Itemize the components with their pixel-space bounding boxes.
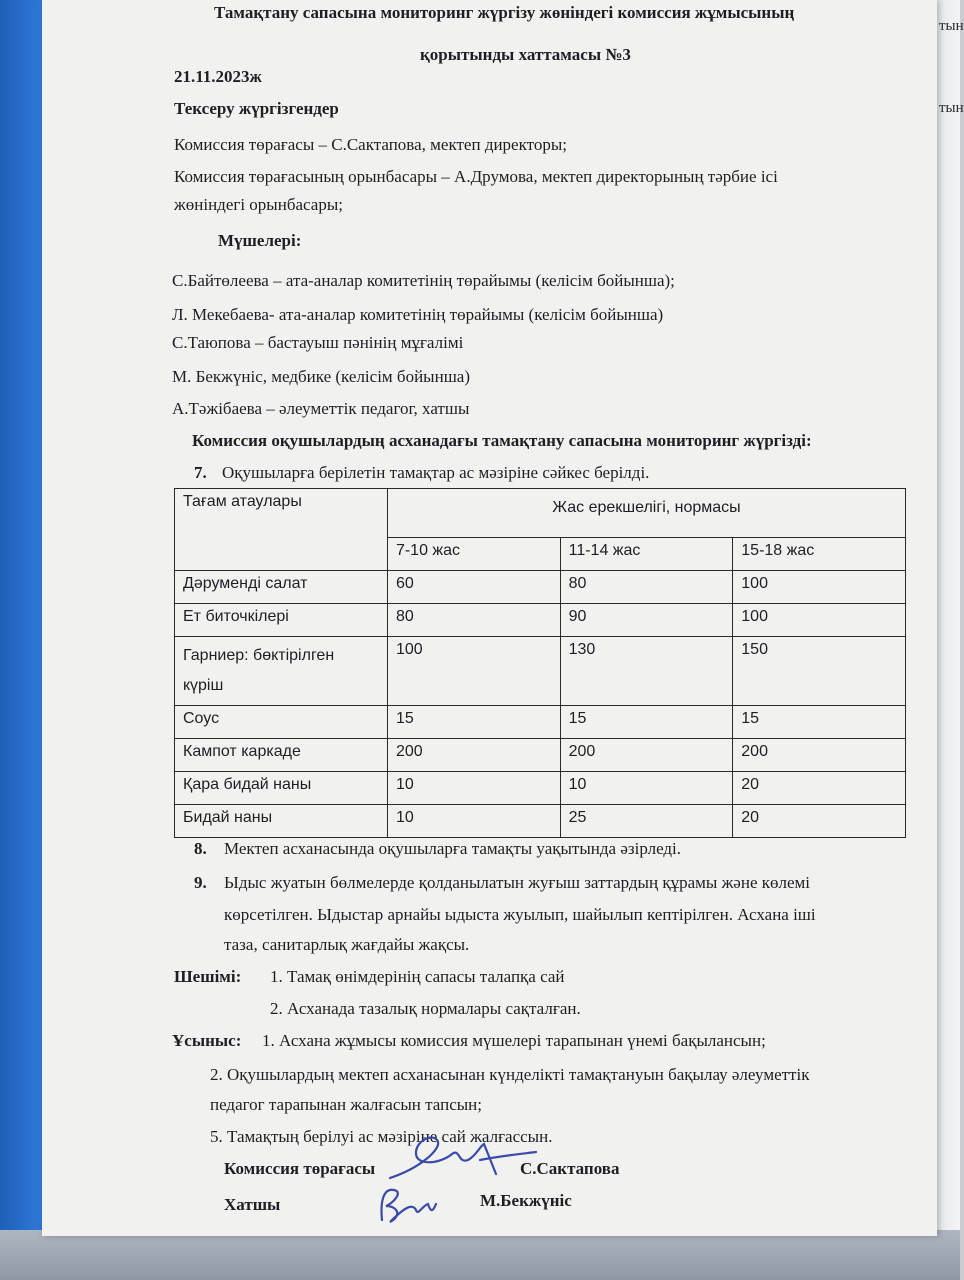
decision-item: 2. Асханада тазалық нормалары сақталған. bbox=[270, 999, 581, 1018]
norm-value: 20 bbox=[733, 772, 906, 805]
chair-line: Комиссия төрағасы – С.Сактапова, мектеп директоры; bbox=[174, 135, 567, 154]
norm-value: 10 bbox=[387, 805, 560, 838]
header-age-norms: Жас ерекшелігі, нормасы bbox=[387, 489, 905, 538]
norm-value: 80 bbox=[387, 604, 560, 637]
proposal-label: Ұсыныс: bbox=[172, 1031, 242, 1050]
norm-value: 100 bbox=[387, 637, 560, 706]
deputy-line-1: Комиссия төрағасының орынбасары – А.Друмова, мектеп директорының тәрбие ісі bbox=[174, 167, 778, 186]
proposal-item: педагог тарапынан жалғасын тапсын; bbox=[210, 1095, 482, 1114]
dish-name-line: күріш bbox=[183, 677, 224, 694]
table-surface bbox=[0, 1230, 960, 1280]
age-group-cell: 7-10 жас bbox=[387, 538, 560, 571]
next-page-fragment: тын bbox=[939, 100, 964, 116]
table-row bbox=[175, 706, 906, 739]
blue-folder-edge bbox=[0, 0, 42, 1280]
dish-name: Кампот каркаде bbox=[175, 739, 388, 772]
menu-norms-table bbox=[174, 488, 906, 838]
age-group-cell: 11-14 жас bbox=[560, 538, 733, 571]
norm-value: 200 bbox=[387, 739, 560, 772]
item-9-line-3: таза, санитарлық жағдайы жақсы. bbox=[224, 935, 470, 954]
item-9-number: 9. bbox=[194, 873, 207, 892]
table-row bbox=[175, 637, 906, 706]
member-line: М. Бекжүніс, медбике (келісім бойынша) bbox=[172, 367, 470, 386]
norm-value: 100 bbox=[733, 571, 906, 604]
dish-name: Қара бидай наны bbox=[175, 772, 388, 805]
norm-value: 200 bbox=[733, 739, 906, 772]
proposal-item: 2. Оқушылардың мектеп асханасынан күнделікті тамақтануын бақылау әлеуметтік bbox=[210, 1065, 810, 1084]
secretary-handwritten-signature bbox=[372, 1180, 442, 1230]
item-9-line-2: көрсетілген. Ыдыстар арнайы ыдыста жуылып, шайылып кептірілген. Асхана іші bbox=[224, 905, 816, 924]
monitoring-heading: Комиссия оқушылардың асханадағы тамақтану сапасына мониторинг жүргізді: bbox=[192, 431, 812, 450]
deputy-line-2: жөніндегі орынбасары; bbox=[174, 195, 343, 214]
member-line: Л. Мекебаева- ата-аналар комитетінің төрайымы (келісім бойынша) bbox=[172, 305, 664, 324]
protocol-date: 21.11.2023ж bbox=[174, 67, 262, 86]
dish-name: Ет биточкілері bbox=[175, 604, 388, 637]
norm-value: 20 bbox=[733, 805, 906, 838]
title-line-2: қорытынды хаттамасы №3 bbox=[420, 45, 631, 64]
norm-value: 150 bbox=[733, 637, 906, 706]
dish-name: Бидай наны bbox=[175, 805, 388, 838]
decision-label: Шешімі: bbox=[174, 967, 242, 986]
table-header-row bbox=[175, 489, 906, 538]
item-7-text: Оқушыларға берілетін тамақтар ас мәзіріне сәйкес берілді. bbox=[222, 463, 650, 482]
member-line: А.Тәжібаева – әлеуметтік педагог, хатшы bbox=[172, 399, 470, 418]
norm-value: 10 bbox=[560, 772, 733, 805]
table-row bbox=[175, 772, 906, 805]
proposal-item: 1. Асхана жұмысы комиссия мүшелері тарапынан үнемі бақылансын; bbox=[262, 1031, 766, 1050]
norm-value: 80 bbox=[560, 571, 733, 604]
inspectors-heading: Тексеру жүргізгендер bbox=[174, 99, 339, 118]
item-8-number: 8. bbox=[194, 839, 207, 858]
norm-value: 60 bbox=[387, 571, 560, 604]
member-line: С.Таюпова – бастауыш пәнінің мұғалімі bbox=[172, 333, 464, 352]
norm-value: 130 bbox=[560, 637, 733, 706]
proposal-item: 5. Тамақтың берілуі ас мәзіріне сай жалғассын. bbox=[210, 1127, 553, 1146]
table-row bbox=[175, 571, 906, 604]
dish-name: Дәруменді салат bbox=[175, 571, 388, 604]
norm-value: 200 bbox=[560, 739, 733, 772]
norm-value: 15 bbox=[387, 706, 560, 739]
secretary-signature-name: М.Бекжүніс bbox=[480, 1191, 572, 1210]
item-7-number: 7. bbox=[194, 463, 207, 482]
decision-item: 1. Тамақ өнімдерінің сапасы талапқа сай bbox=[270, 967, 565, 986]
title-line-1: Тамақтану сапасына мониторинг жүргізу жөніндегі комиссия жұмысының bbox=[214, 3, 795, 22]
table-row bbox=[175, 805, 906, 838]
table-row bbox=[175, 604, 906, 637]
header-dish-names: Тағам атаулары bbox=[175, 489, 388, 571]
dish-name-line: Гарниер: бөктірілген bbox=[183, 647, 335, 664]
secretary-signature-label: Хатшы bbox=[224, 1195, 281, 1214]
members-heading: Мүшелері: bbox=[218, 231, 302, 250]
norm-value: 100 bbox=[733, 604, 906, 637]
chair-signature-label: Комиссия төрағасы bbox=[224, 1159, 376, 1178]
dish-name: Соус bbox=[175, 706, 388, 739]
norm-value: 25 bbox=[560, 805, 733, 838]
next-page-fragment: тын bbox=[939, 18, 964, 34]
norm-value: 15 bbox=[560, 706, 733, 739]
norm-value: 10 bbox=[387, 772, 560, 805]
age-group-cell: 15-18 жас bbox=[733, 538, 906, 571]
norm-value: 90 bbox=[560, 604, 733, 637]
norm-value: 15 bbox=[733, 706, 906, 739]
chair-signature-name: С.Сактапова bbox=[520, 1159, 620, 1178]
member-line: С.Байтөлеева – ата-аналар комитетінің төрайымы (келісім бойынша); bbox=[172, 271, 675, 290]
item-8-text: Мектеп асханасында оқушыларға тамақты уақытында әзірледі. bbox=[224, 839, 682, 858]
table-row bbox=[175, 739, 906, 772]
item-9-line-1: Ыдыс жуатын бөлмелерде қолданылатын жуғыш заттардың құрамы және көлемі bbox=[224, 873, 811, 892]
dish-name bbox=[175, 637, 388, 706]
